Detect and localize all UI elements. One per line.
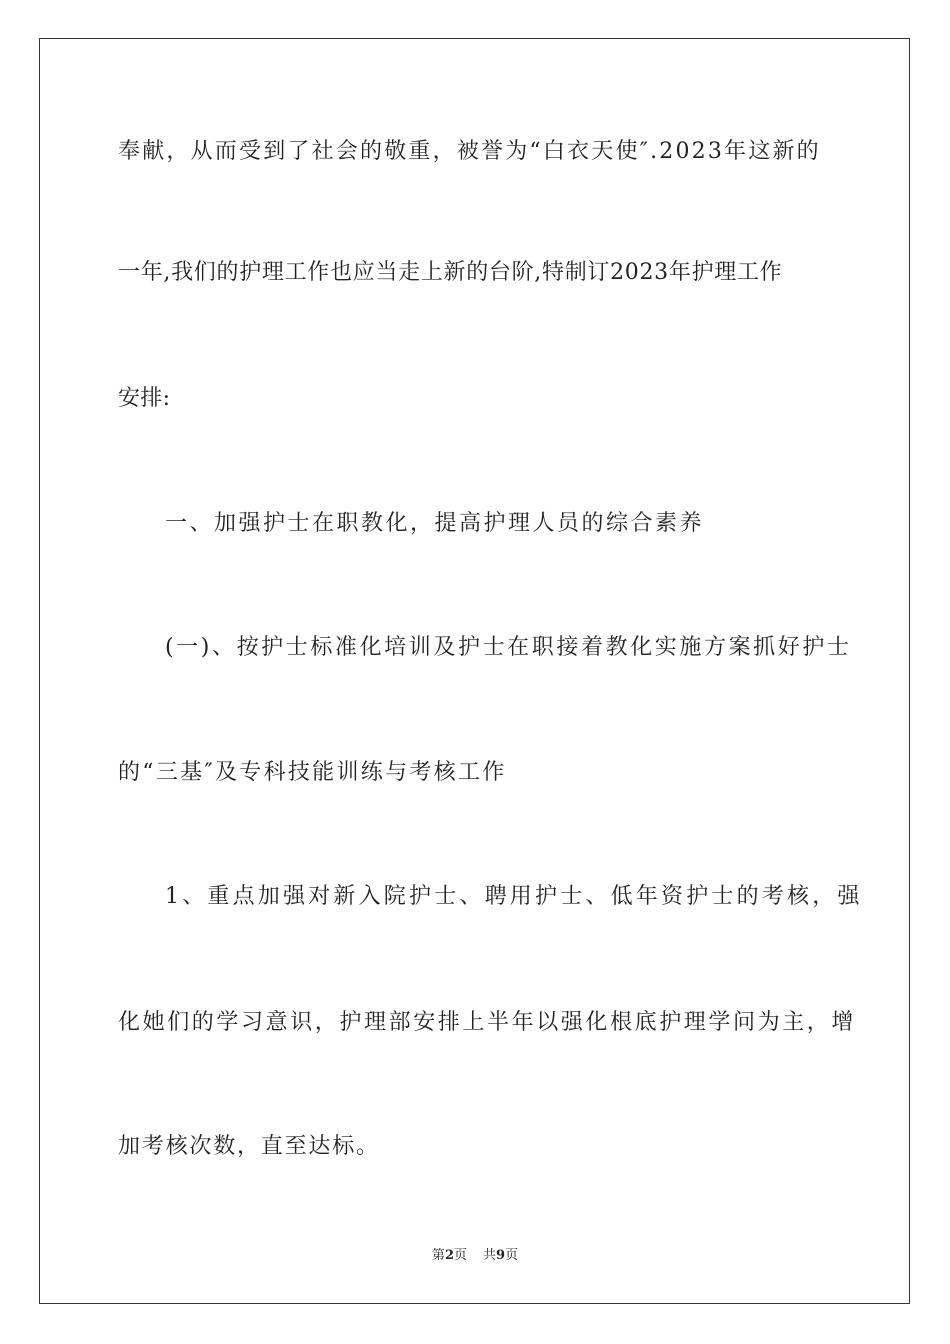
- item-1-line-3: 加考核次数，直至达标。: [118, 1134, 380, 1159]
- subsection-heading-line-2: 的“三基″及专科技能训练与考核工作: [118, 760, 507, 785]
- body-line-3: 安排:: [118, 386, 171, 411]
- total-prefix: 共: [483, 1248, 497, 1263]
- section-heading: 一、加强护士在职教化，提高护理人员的综合素养: [165, 511, 705, 536]
- body-line-1: 奉献，从而受到了社会的敬重，被誉为“白衣天使″.2023年这新的: [118, 139, 821, 164]
- total-page-number: 9: [496, 1248, 506, 1263]
- current-page-number: 2: [444, 1248, 454, 1263]
- total-suffix: 页: [505, 1248, 519, 1263]
- body-line-2: 一年,我们的护理工作也应当走上新的台阶,特制订2023年护理工作: [118, 260, 783, 285]
- page-prefix: 第: [431, 1248, 445, 1263]
- page-footer: [0, 1247, 950, 1265]
- item-1-line-1: 1、重点加强对新入院护士、聘用护士、低年资护士的考核，强: [165, 884, 863, 909]
- item-1-line-2: 化她们的学习意识，护理部安排上半年以强化根底护理学问为主，增: [118, 1010, 857, 1035]
- page-frame: [39, 38, 910, 1304]
- subsection-heading-line-1: (一)、按护士标准化培训及护士在职接着教化实施方案抓好护士: [165, 635, 852, 660]
- page-suffix: 页: [453, 1248, 467, 1263]
